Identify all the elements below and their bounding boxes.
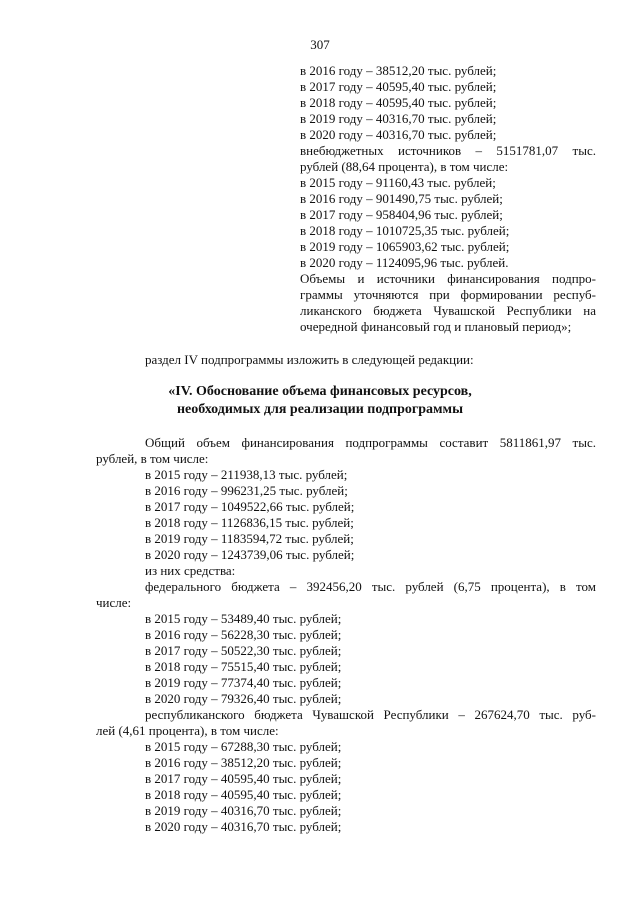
top-block-line: в 2017 году – 40595,40 тыс. рублей; bbox=[300, 79, 497, 94]
federal-year: в 2015 году – 53489,40 тыс. рублей; bbox=[145, 611, 342, 626]
total-line2: рублей, в том числе: bbox=[96, 451, 209, 466]
extra-budget-line2: рублей (88,64 процента), в том числе: bbox=[300, 159, 509, 174]
extra-budget-year: в 2016 году – 901490,75 тыс. рублей; bbox=[300, 191, 503, 206]
extra-budget-year: в 2020 году – 1124095,96 тыс. рублей. bbox=[300, 255, 509, 270]
top-block-line: в 2016 году – 38512,20 тыс. рублей; bbox=[300, 63, 497, 78]
federal-year: в 2019 году – 77374,40 тыс. рублей; bbox=[145, 675, 342, 690]
total-year: в 2020 году – 1243739,06 тыс. рублей; bbox=[145, 547, 355, 562]
total-year: в 2017 году – 1049522,66 тыс. рублей; bbox=[145, 499, 355, 514]
volumes-note-line: Объемы и источники финансирования подпро- bbox=[300, 271, 596, 286]
section-heading-line1: «IV. Обоснование объема финансовых ресурсов, bbox=[168, 384, 472, 399]
volumes-note-line: граммы уточняются при формировании респуб- bbox=[300, 287, 596, 302]
total-year: в 2016 году – 996231,25 тыс. рублей; bbox=[145, 483, 348, 498]
extra-budget-year: в 2018 году – 1010725,35 тыс. рублей; bbox=[300, 223, 510, 238]
federal-year: в 2016 году – 56228,30 тыс. рублей; bbox=[145, 627, 342, 642]
republic-year: в 2020 году – 40316,70 тыс. рублей; bbox=[145, 819, 342, 834]
republic-year: в 2017 году – 40595,40 тыс. рублей; bbox=[145, 771, 342, 786]
extra-budget-year: в 2015 году – 91160,43 тыс. рублей; bbox=[300, 175, 496, 190]
federal-year: в 2017 году – 50522,30 тыс. рублей; bbox=[145, 643, 342, 658]
volumes-note-line: ликанского бюджета Чувашской Республики на bbox=[300, 303, 596, 318]
federal-line1: федерального бюджета – 392456,20 тыс. рублей (6,75 процента), в том bbox=[145, 579, 596, 594]
republic-line2: лей (4,61 процента), в том числе: bbox=[96, 723, 279, 738]
republic-year: в 2018 году – 40595,40 тыс. рублей; bbox=[145, 787, 342, 802]
total-year: в 2015 году – 211938,13 тыс. рублей; bbox=[145, 467, 348, 482]
republic-line1: республиканского бюджета Чувашской Республики – 267624,70 тыс. руб- bbox=[145, 707, 596, 722]
top-block-line: в 2019 году – 40316,70 тыс. рублей; bbox=[300, 111, 497, 126]
top-block-line: в 2020 году – 40316,70 тыс. рублей; bbox=[300, 127, 497, 142]
total-year: в 2018 году – 1126836,15 тыс. рублей; bbox=[145, 515, 354, 530]
republic-year: в 2019 году – 40316,70 тыс. рублей; bbox=[145, 803, 342, 818]
federal-line2: числе: bbox=[96, 595, 132, 610]
extra-budget-line1: внебюджетных источников – 5151781,07 тыс. bbox=[300, 143, 596, 158]
section-intro: раздел IV подпрограммы изложить в следующей редакции: bbox=[145, 352, 474, 367]
federal-year: в 2018 году – 75515,40 тыс. рублей; bbox=[145, 659, 342, 674]
total-line1: Общий объем финансирования подпрограммы составит 5811861,97 тыс. bbox=[145, 435, 596, 450]
republic-year: в 2015 году – 67288,30 тыс. рублей; bbox=[145, 739, 342, 754]
page-number: 307 bbox=[310, 37, 330, 52]
total-year: в 2019 году – 1183594,72 тыс. рублей; bbox=[145, 531, 354, 546]
top-block-line: в 2018 году – 40595,40 тыс. рублей; bbox=[300, 95, 497, 110]
total-of-them: из них средства: bbox=[145, 563, 236, 578]
extra-budget-year: в 2017 году – 958404,96 тыс. рублей; bbox=[300, 207, 503, 222]
republic-year: в 2016 году – 38512,20 тыс. рублей; bbox=[145, 755, 342, 770]
volumes-note-line: очередной финансовый год и плановый период»; bbox=[300, 319, 572, 334]
federal-year: в 2020 году – 79326,40 тыс. рублей; bbox=[145, 691, 342, 706]
extra-budget-year: в 2019 году – 1065903,62 тыс. рублей; bbox=[300, 239, 510, 254]
section-heading-line2: необходимых для реализации подпрограммы bbox=[176, 402, 464, 417]
